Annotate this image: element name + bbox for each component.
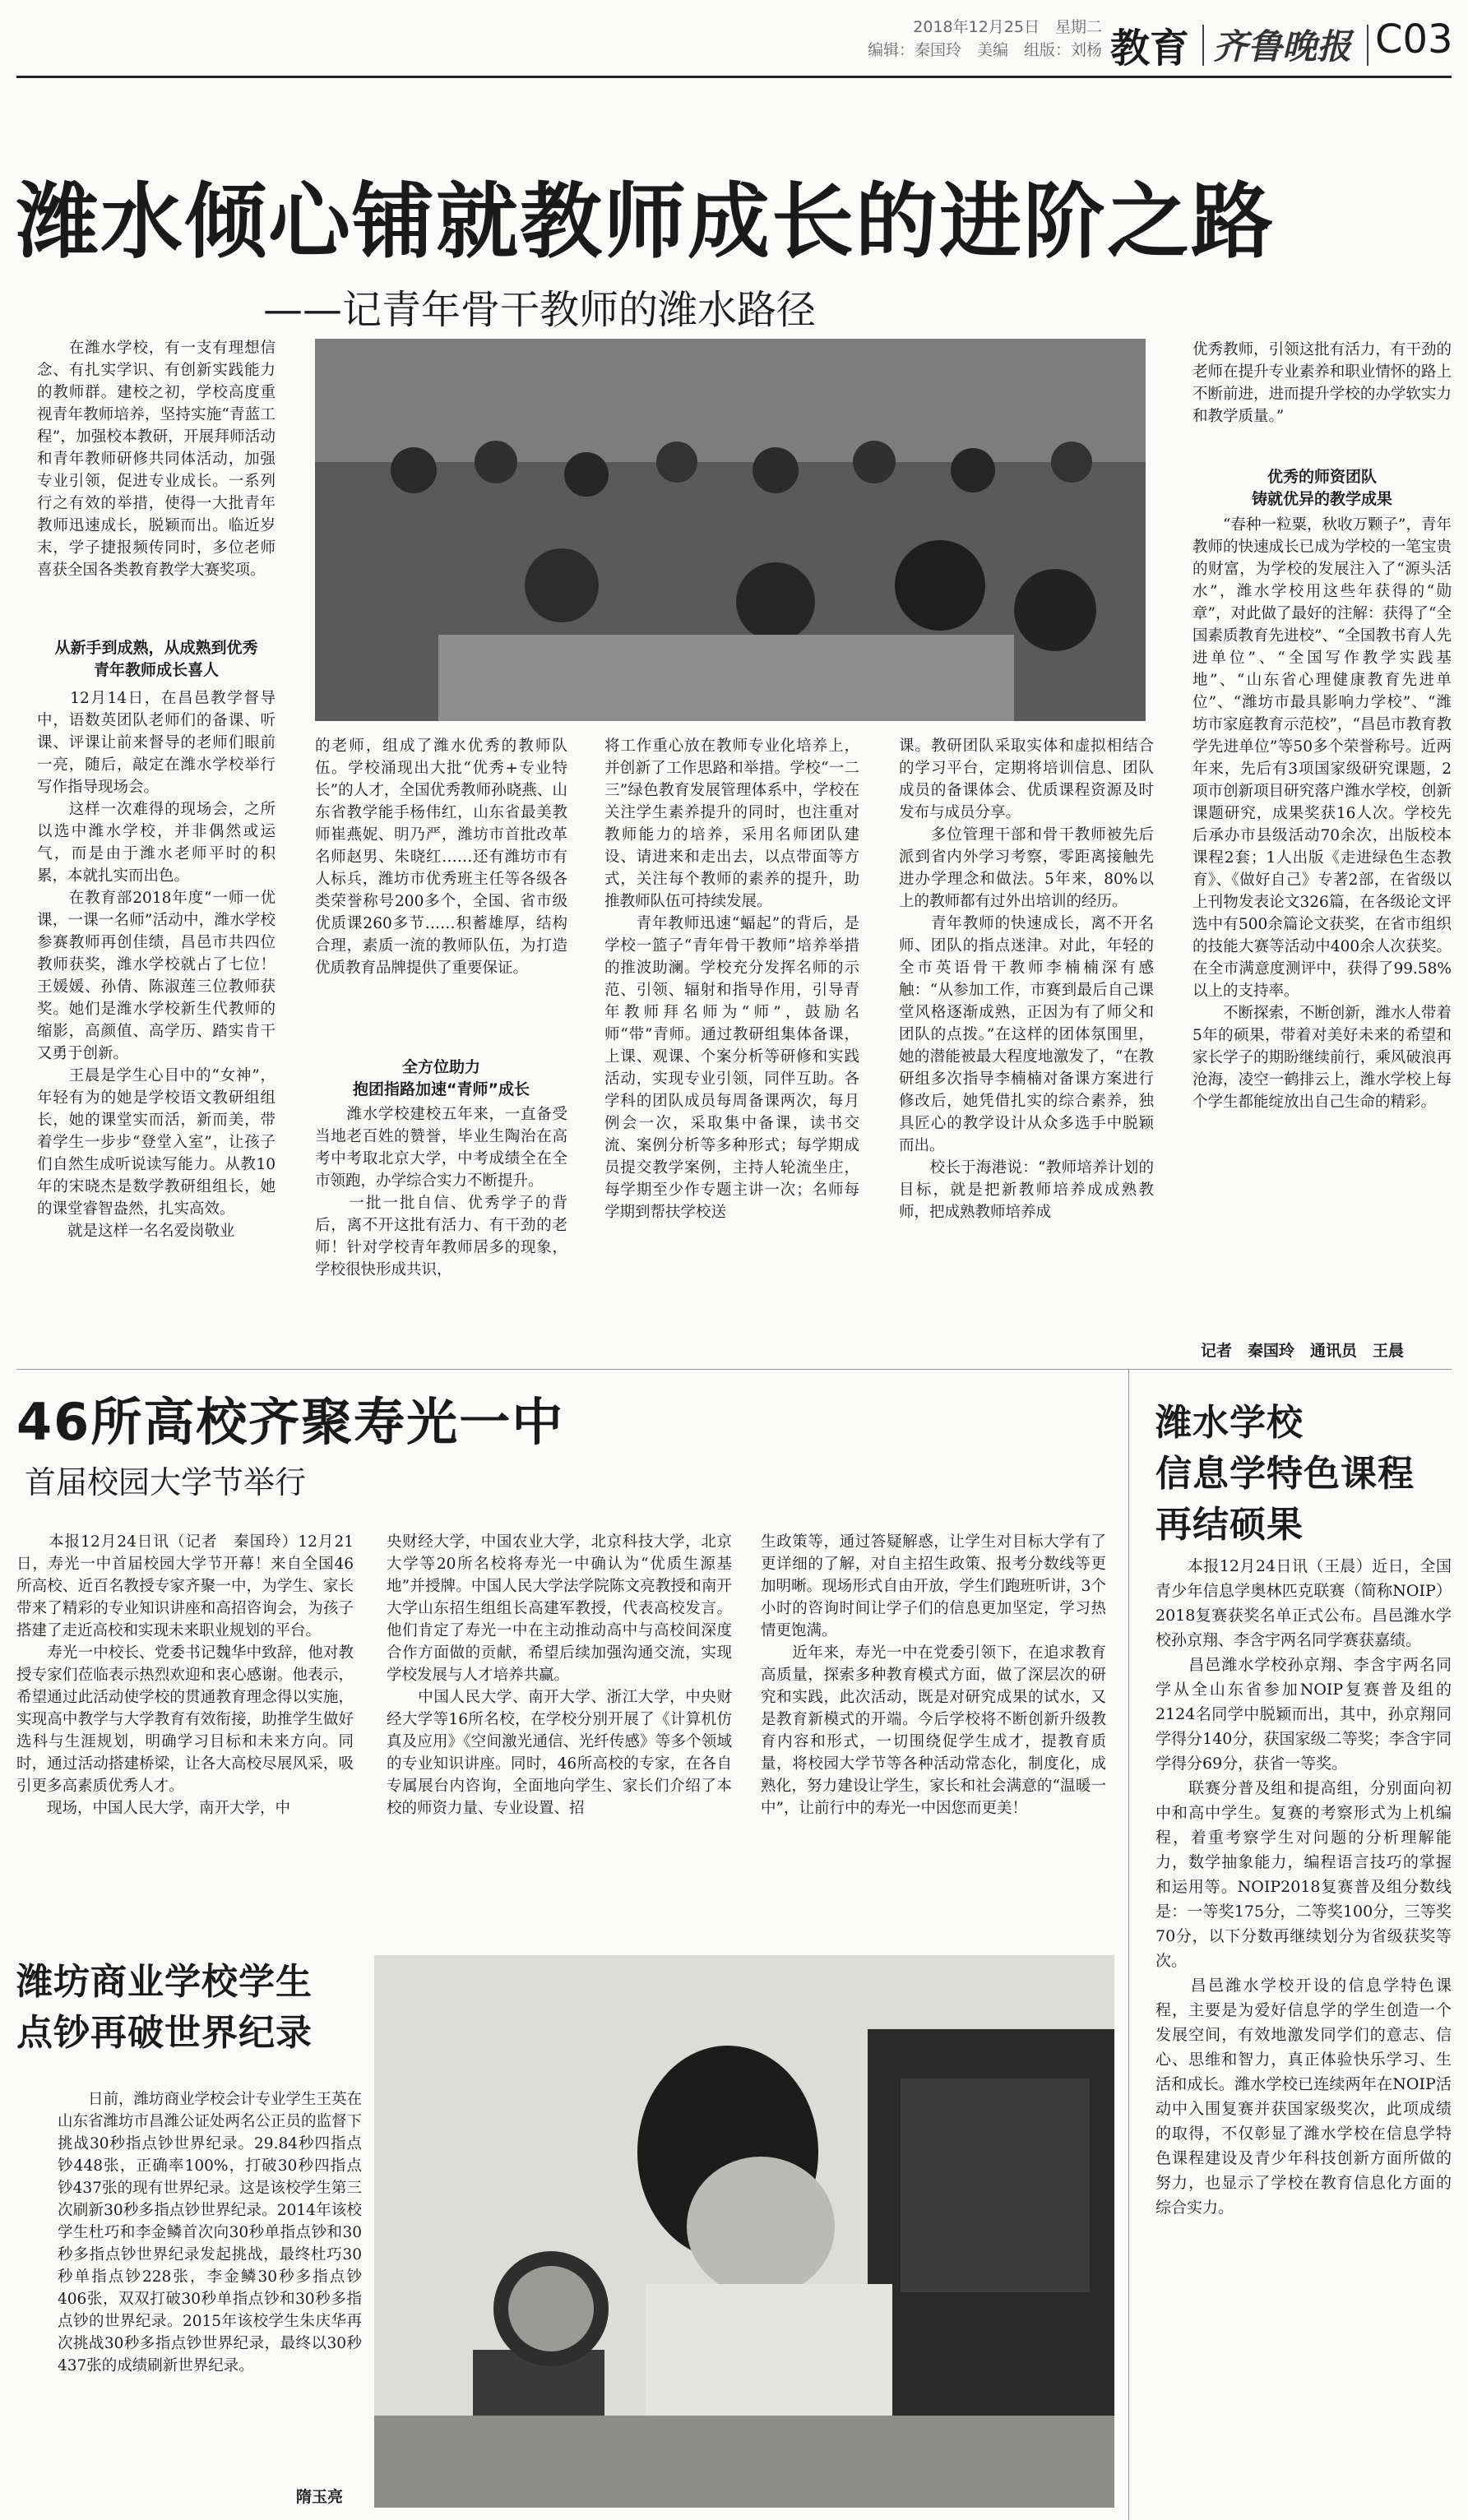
article2-col2: 央财经大学，中国农业大学，北京科技大学，北京大学等20所名校将寿光一中确认为“优质生源基地”并授牌。中国人民大学法学院陈文亮教授和南开大学山东招生组组长高建军教授，代表高校发言。他们肯定了寿光一中在主动推动高中与高校间深度合作方面做的贡献，希望后续加强沟通交流，实现学校发展与人才培养共赢。 中国人民大学、南开大学、浙江大学，中央财经大学等16所名校，在学校分别开展了《计算机仿真及应用》《空间激光通信、光纤传感》等多个领域的专业知识讲座。同时，46所高校的专家，在各自专属展台内咨询，全面地向学生、家长们介绍了本校的师资力量、专业设置、招 — [387, 1533, 732, 1817]
article1-col5b: “春种一粒粟，秋收万颗子”，青年教师的快速成长已成为学校的一笔宝贵的财富，为学校的发展注入了“源头活水”，潍水学校用这些年获得的“勋章”，对此做了最好的注解：获得了“全国素质教育先进校”、“全国教书育人先进单位”、“全国写作教学实践基地”、“山东省心理健康教育先进单位”、“潍坊市最具影响力学校”、“潍坊市家庭教育示范校”，“昌邑市教育教学先进单位”等50多个荣誉称号。近两年来，先后有3项国家级研究课题，2项市创新项目研究落户潍水学校，创新课题研究，成果奖获16人次。学校先后承办市县级活动70余次，出版校本课程2套；1人出版《走进绿色生态教育》、《做好自己》专著2部，在省级以上刊物发表论文326篇，在各级论文评选中有500余篇论文获奖，在省市组织的技能大赛等活动中400余人次获奖。在全市满意度测评中，获得了99.58%以上的支持率。 不断探索，不断创新，潍水人带着5年的硕果，带着对美好未来的希望和家长学子的期盼继续前行，乘风破浪再沧海，凌空一鹤排云上，潍水学校上每个学生都能绽放出自己生命的精彩。 — [1192, 516, 1452, 1111]
article1-subhead-2: 全方位助力 抱团指路加速“青师”成长 — [353, 1058, 530, 1098]
article4-body: 日前，潍坊商业学校会计专业学生王英在山东省潍坊市昌潍公证处两名公正员的监督下挑战30秒指点钞世界纪录。29.84秒四指点钞448张，正确率100%，打破30秒四指点钞437张的现有世界纪录。这是该校学生第三次刷新30秒多指点钞世界纪录。2014年该校学生杜巧和李金鳞首次向30秒单指点钞和30秒多指点钞世界纪录发起挑战，最终杜巧30秒单指点钞228张，李金鳞30秒多指点钞406张，双双打破30秒单指点钞和30秒多指点钞的世界纪录。2015年该校学生朱庆华再次挑战30秒多指点钞世界纪录，最终以30秒437张的成绩刷新世界纪录。 — [58, 2091, 362, 2374]
masthead-divider — [1202, 25, 1204, 66]
article1-subhead-3: 优秀的师资团队 铸就优异的教学成果 — [1251, 468, 1392, 508]
column-divider — [1128, 1369, 1129, 2520]
article1-byline: 记者 秦国玲 通讯员 王晨 — [1201, 1342, 1405, 1360]
article1-col2: 的老师，组成了潍水优秀的教师队伍。学校涌现出大批“优秀+专业特长”的人才，全国优秀教师孙晓燕、山东省教学能手杨伟红，山东省最美教师崔燕妮、明乃严，潍坊市首批改革名师赵男、朱晓红……还有潍坊市有人标兵，潍坊市优秀班主任等各级各类荣誉称号200多个，全国、省市级优质课260多节……积蓄雄厚，结构合理，素质一流的教师队伍，为打造优质教育品牌提供了重要保证。 — [315, 738, 567, 977]
article1-col1: 12月14日，在昌邑教学督导中，语数英团队老师们的备课、听课、评课让前来督导的老师们眼前一亮，随后，敲定在潍水学校举行写作指导现场会。 这样一次难得的现场会，之所以选中潍水学校，并非偶然或运气，而是由于潍水老师平时的积累，本就扎实而出色。 在教育部2018年度“一师一优课，一课一名师”活动中，潍水学校参赛教师再创佳绩，昌邑市共四位教师获奖，潍水学校就占了七位！王媛媛、孙倩、陈淑莲三位教师获奖。她们是潍水学校新生代教师的缩影，高颜值、高学历、踏实肯干又勇于创新。 王晨是学生心目中的“女神”，年轻有为的她是学校语文教研组组长，她的课堂实而活，新而美，带着学生一步步“登堂入室”，让孩子们自然生成听说读写能力。从教10年的宋晓杰是数学教研组组长，她的课堂睿智盎然，扎实高效。 就是这样一名名爱岗敬业 — [37, 690, 276, 1240]
article1-subhead-1: 从新手到成熟，从成熟到优秀 青年教师成长喜人 — [54, 639, 258, 679]
article1-col2b: 潍水学校建校五年来，一直备受当地老百姓的赞誉，毕业生陶治在高考中考取北京大学，中考成绩全在全市领跑，办学综合实力不断提升。 一批一批自信、优秀学子的背后，离不开这批有活力、有干劲的老师！针对学校青年教师居多的现象，学校很快形成共识， — [315, 1106, 567, 1278]
article3-title: 潍水学校 信息学特色课程 再结硕果 — [1155, 1402, 1415, 1546]
article2-title: 46所高校齐聚寿光一中 — [16, 1392, 565, 1452]
masthead-divider — [1367, 25, 1368, 66]
counting-money-photo-graphic — [374, 1955, 1114, 2508]
section-divider — [16, 1369, 1452, 1370]
article1-col3: 将工作重心放在教师专业化培养上，并创新了工作思路和举措。学校“一二三”绿色教育发展管理体系中，学校在关注学生素养提升的同时，也注重对教师能力的培养，采用名师团队建设、请进来和走出去，以点带面等方式，关注每个教师的素养的提升，助推教师队伍可持续发展。 青年教师迅速“蝠起”的背后，是学校一篮子“青年骨干教师”培养举措的推波助澜。学校充分发挥名师的示范、引领、辐射和指导作用，引导青年教师拜名师为“师”，鼓励名师“带”青师。通过教研组集体备课，上课、观课、个案分析等研修和实践活动，实现专业引领，同伴互助。各学科的团队成员每周备课两次，每月例会一次，采取集中备课，读书交流、案例分析等多种形式；每学期成员提交教学案例，主持人轮流坐庄，每学期至少作专题主讲一次；名师每学期到帮扶学校送 — [604, 738, 859, 1221]
article2-col3: 生政策等，通过答疑解惑，让学生对目标大学有了更详细的了解，对自主招生政策、报考分数线等更加明晰。现场形式自由开放，学生们跑班听讲，3个小时的咨询时间让学子们的信息更加坚定，学习热情更饱满。 近年来，寿光一中在党委引领下，在追求教育高质量，探索多种教育模式方面，做了深层次的研究和实践，此次活动，既是对研究成果的试水，又是教育新模式的开端。今后学校将不断创新升级教育内容和形式，一切围绕促学生成才，提教育质量，将校园大学节等各种活动常态化，制度化，成熟化，努力建设让学生，家长和社会满意的“温暖一中”，让前行中的寿光一中因您而更美！ — [761, 1533, 1106, 1817]
article1-title: 潍水倾心铺就教师成长的进阶之路 — [16, 173, 1275, 270]
masthead-rule — [16, 76, 1452, 78]
article4-byline: 隋玉亮 — [296, 2488, 344, 2506]
masthead-editors: 编辑：秦国玲 美编 组版：刘杨 — [867, 41, 1102, 59]
article1-intro: 在潍水学校，有一支有理想信念、有扎实学识、有创新实践能力的教师群。建校之初，学校高度重视青年教师培养，坚持实施“青蓝工程”，加强校本教研，开展拜师活动和青年教师研修共同体活动，加强专业引领，促进专业成长。一系列行之有效的举措，使得一大批青年教师迅速成长，脱颖而出。临近岁末，学子捷报频传同时，多位老师喜获全国各类教育教学大赛奖项。 — [37, 340, 276, 579]
article2-subtitle: 首届校园大学节举行 — [25, 1464, 307, 1500]
article1-col4: 课。教研团队采取实体和虚拟相结合的学习平台，定期将培训信息、团队成员的备课体会、优质课程资源及时发布与成员分享。 多位管理干部和骨干教师被先后派到省内外学习考察，零距离接触先进办学理念和做法。5年来，80%以上的教师都有过外出培训的经历。 青年教师的快速成长，离不开名师、团队的指点迷津。对此，年轻的全市英语骨干教师李楠楠深有感触：“从参加工作，市赛到最后自己课堂风格逐渐成熟，正因为有了师父和团队的点拨。”在这样的团体氛围里，她的潜能被最大程度地激发了，“在教研组多次指导李楠楠对备课方案进行修改后，她凭借扎实的综合素养，独具匠心的教学设计从众多选手中脱颖而出。 校长于海港说：“教师培养计划的目标，就是把新教师培养成成熟教师，把成熟教师培养成 — [899, 738, 1154, 1221]
article4-title: 潍坊商业学校学生 点钞再破世界纪录 — [16, 1961, 313, 2054]
article2-col1: 本报12月24日讯（记者 秦国玲）12月21日，寿光一中首届校园大学节开幕！来自全国46所高校、近百名教授专家齐聚一中，为学生、家长带来了精彩的专业知识讲座和高招咨询会，为孩子搭建了走近高校和实现未来职业规划的平台。 寿光一中校长、党委书记魏华中致辞，他对教授专家们莅临表示热烈欢迎和衷心感谢。他表示，希望通过此活动使学校的贯通教育理念得以实施，实现高中教学与大学教育有效衔接，助推学生做好选科与生涯规划，明确学习目标和未来方向。同时，通过活动搭建桥梁，让各大高校尽展风采，吸引更多高素质优秀人才。 现场，中国人民大学，南开大学，中 — [16, 1533, 354, 1817]
article3-body: 本报12月24日讯（王晨）近日，全国青少年信息学奥林匹克联赛（简称NOIP）2018复赛获奖名单正式公布。昌邑潍水学校孙京翔、李含宇两名同学赛获嘉绩。 昌邑潍水学校孙京翔、李含宇两名同学从全山东省参加NOIP复赛普及组的2124名同学中脱颖而出，其中，孙京翔同学得分140分，获国家级二等奖；李含宇同学得分69分，获省一等奖。 联赛分普及组和提高组，分别面向初中和高中学生。复赛的考察形式为上机编程，着重考察学生对问题的分析理解能力，数学抽象能力，编程语言技巧的掌握和运用等。NOIP2018复赛普及组分数线是：一等奖175分，二等奖100分，三等奖70分，以下分数再继续划分为省级获奖等次。 昌邑潍水学校开设的信息学特色课程，主要是为爱好信息学的学生创造一个发展空间，有效地激发同学们的意志、信心、思维和智力，真正体验快乐学习、生活和成长。潍水学校已连续两年在NOIP活动中入围复赛并获国家级奖次，此项成绩的取得，不仅彰显了潍水学校在信息学特色课程建设及青少年科技创新方面所做的努力，也显示了学校在教育信息化方面的综合实力。 — [1155, 1557, 1452, 2217]
classroom-photo — [315, 339, 1146, 721]
masthead-date: 2018年12月25日 星期二 — [913, 18, 1102, 36]
classroom-photo-graphic — [315, 339, 1146, 721]
page-number: C03 — [1375, 16, 1453, 62]
article1-subtitle: ——记青年骨干教师的潍水路径 — [263, 287, 817, 333]
article1-col5: 优秀教师，引领这批有活力，有干劲的老师在提升专业素养和职业情怀的路上不断前进，进而提升学校的办学软实力和教学质量。” — [1192, 341, 1452, 425]
newspaper-brand: 齐鲁晚报 — [1213, 26, 1352, 67]
counting-money-photo — [374, 1955, 1114, 2508]
section-title: 教育 — [1110, 25, 1190, 72]
